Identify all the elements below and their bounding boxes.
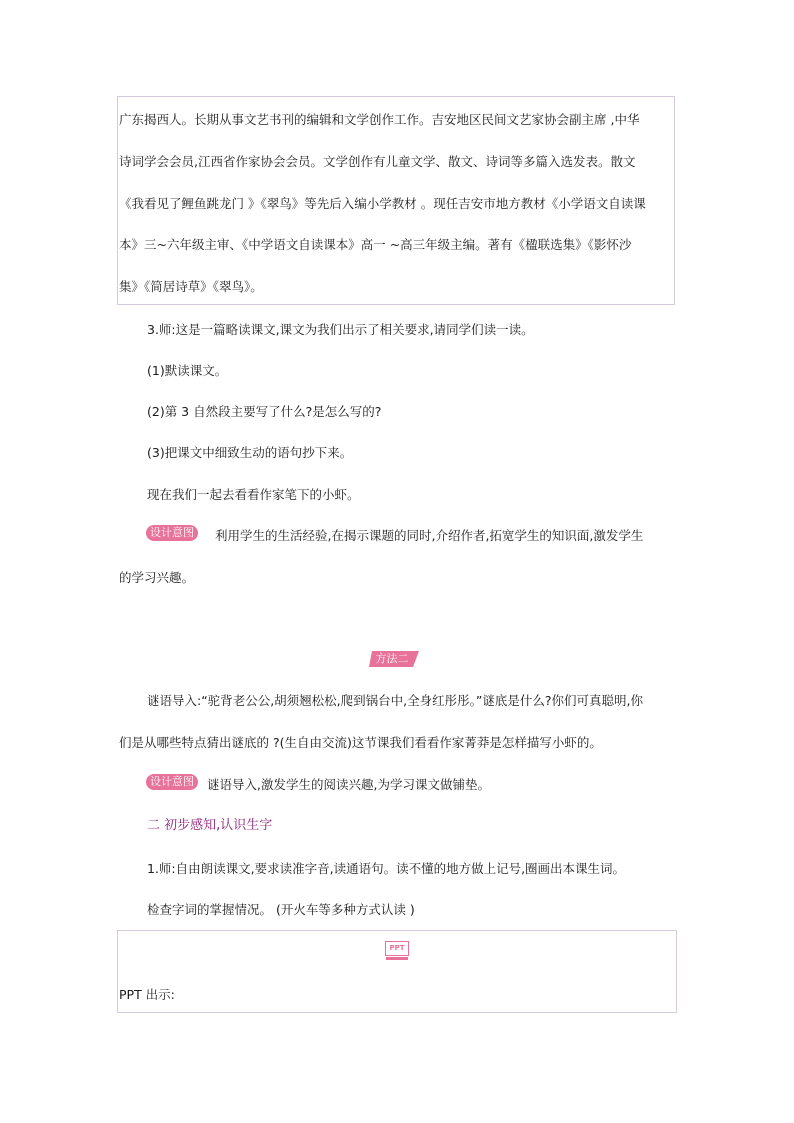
method-badge-label: 方法二 (375, 652, 409, 665)
step3-question-1: (1)默读课文。 (147, 363, 228, 378)
step3-question-3: (3)把课文中细致生动的语句抄下来。 (147, 445, 353, 460)
design-intent-2-text: 谜语导入,激发学生的阅读兴趣,为学习课文做铺垫。 (207, 777, 490, 792)
design-intent-badge: 设计意图 (146, 774, 198, 790)
step3-lead: 现在我们一起去看看作家笔下的小虾。 (147, 487, 360, 502)
ppt-icon-base (386, 957, 408, 960)
bio-line-5: 集》《简居诗草》《翠鸟》。 (119, 279, 263, 294)
bio-line-4: 本》三~六年级主审、《中学语文自读课本》高一 ~高三年级主编。著有《楹联选集》《影怀沙 (119, 237, 632, 252)
step3-question-2: (2)第 3 自然段主要写了什么?是怎么写的? (147, 404, 382, 419)
design-intent-1-line-2: 的学习兴趣。 (119, 570, 195, 585)
bio-line-1: 广东揭西人。长期从事文艺书刊的编辑和文学创作工作。吉安地区民间文艺家协会副主席 ,中华 (119, 112, 640, 127)
method2-line-1: 谜语导入:“驼背老公公,胡须翘松松,爬到锅台中,全身红彤彤。”谜底是什么?你们可真聪明,你 (147, 693, 643, 708)
section2-paragraph-2: 检查字词的掌握情况。 (开火车等多种方式认读 ) (147, 902, 415, 917)
ppt-icon (385, 941, 409, 961)
method2-line-2: 们是从哪些特点猜出谜底的 ?(生自由交流)这节课我们看看作家菁莽是怎样描写小虾的。 (119, 735, 602, 750)
section-heading: 二 初步感知,认识生字 (147, 818, 273, 833)
design-intent-badge: 设计意图 (146, 525, 198, 541)
bio-line-2: 诗词学会会员,江西省作家协会会员。文学创作有儿童文学、散文、诗词等多篇入选发表。散文 (119, 154, 636, 169)
bio-line-3: 《我看见了鲤鱼跳龙门 》《翠鸟》等先后入编小学教材 。现任吉安市地方教材《小学语文自读课 (119, 196, 646, 211)
ppt-icon-screen: PPT (385, 941, 409, 956)
section2-paragraph-1: 1.师:自由朗读课文,要求读准字音,读通语句。读不懂的地方做上记号,圈画出本课生词。 (147, 861, 626, 876)
step3-intro: 3.师:这是一篇略读课文,课文为我们出示了相关要求,请同学们读一读。 (147, 322, 534, 337)
method-two-badge (369, 651, 419, 667)
design-intent-1-line-1: 利用学生的生活经验,在揭示课题的同时,介绍作者,拓宽学生的知识面,激发学生 (215, 528, 644, 543)
ppt-label: PPT 出示: (119, 987, 175, 1002)
